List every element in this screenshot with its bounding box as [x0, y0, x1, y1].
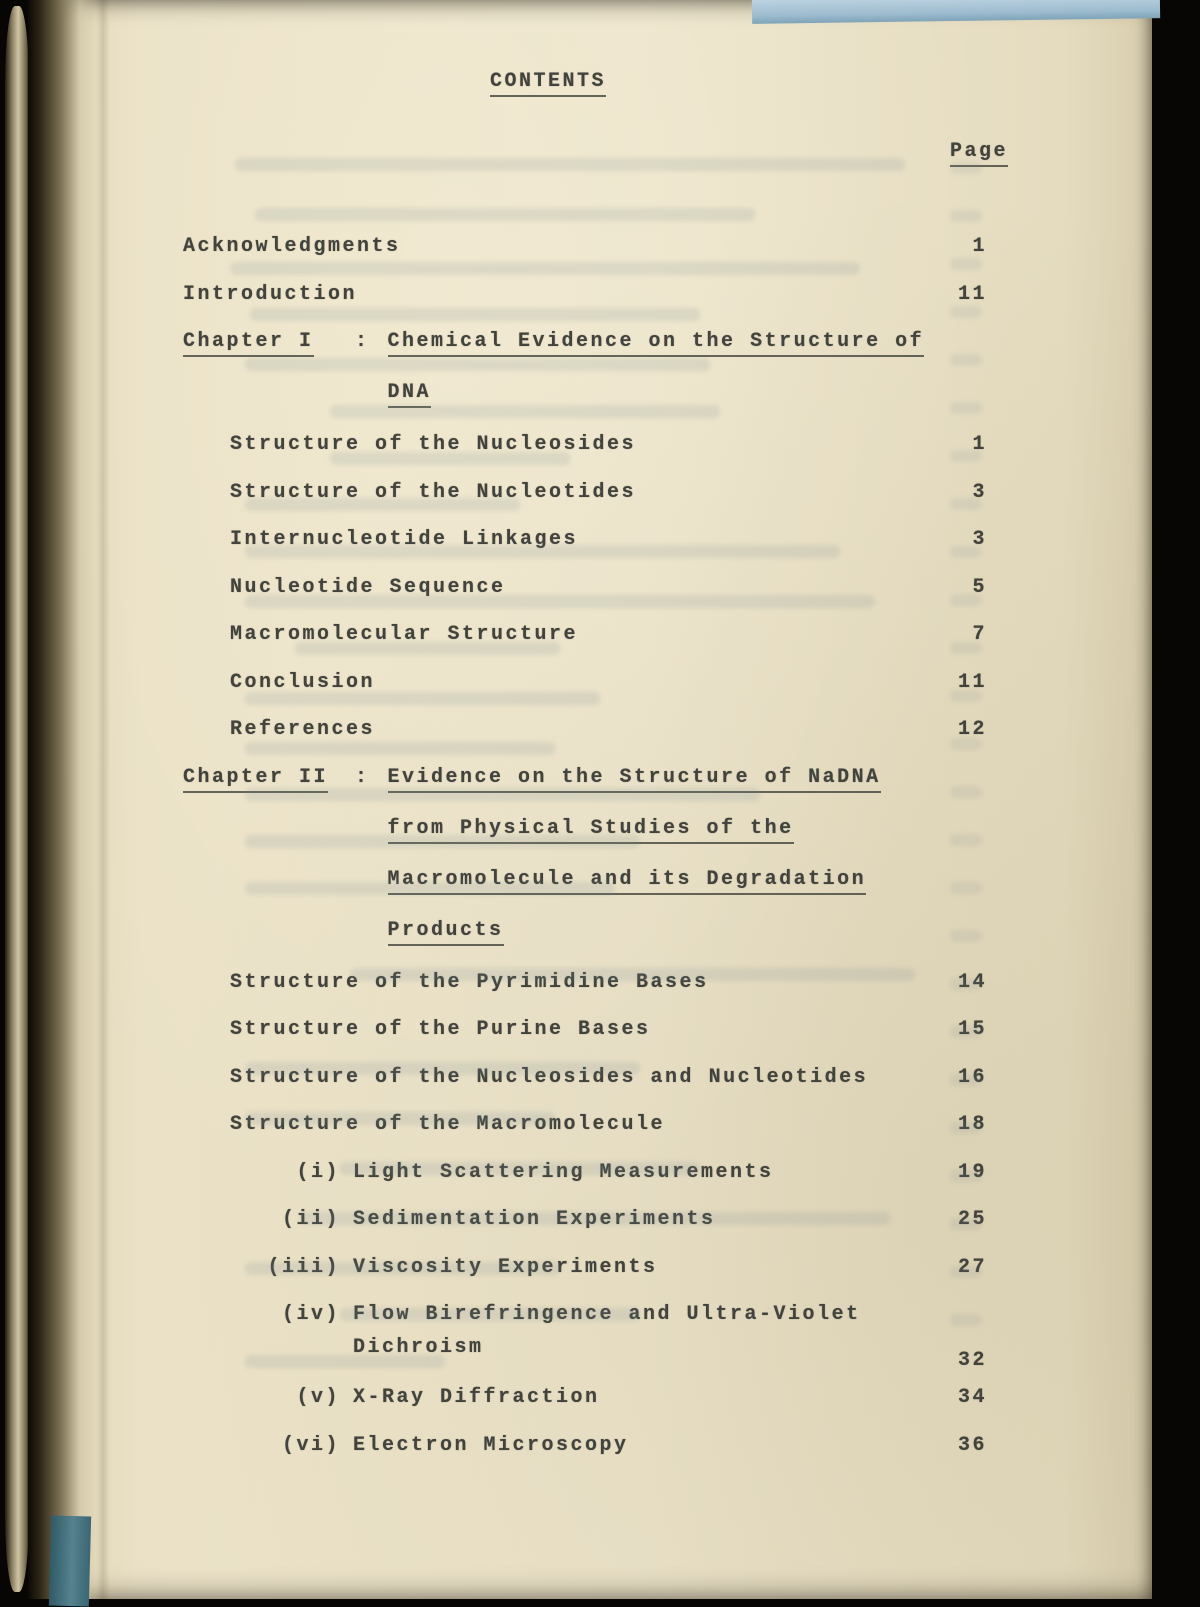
page-number: 16	[957, 1065, 987, 1089]
item-label: Structure of the Pyrimidine Bases	[230, 970, 709, 994]
item-label: Sedimentation Experiments	[353, 1208, 716, 1231]
page-number: 11	[957, 670, 987, 694]
page-number: 27	[957, 1255, 987, 1279]
toc-item-row	[28, 1148, 1152, 1196]
chapter-colon: :	[355, 330, 370, 353]
page-number: 11	[957, 282, 987, 306]
item-label: References	[230, 718, 376, 741]
item-numeral: (iii)	[267, 1255, 340, 1279]
chapter-label-text: Chapter II	[183, 766, 328, 793]
chapter-label	[183, 330, 355, 357]
page-number: 19	[957, 1160, 987, 1184]
item-label	[353, 1303, 861, 1359]
item-numeral: (v)	[296, 1386, 340, 1409]
page-number: 14	[957, 970, 987, 994]
chapter-title-line-text: Evidence on the Structure of NaDNA	[388, 766, 881, 793]
toc-item-row	[28, 222, 1152, 270]
toc-list	[28, 222, 1152, 1468]
page-number: 18	[957, 1113, 987, 1136]
chapter-title-line	[388, 381, 925, 408]
chapter-title-line	[388, 766, 881, 793]
toc-item-row	[28, 420, 1152, 468]
page-number: 1	[972, 433, 987, 456]
toc-item-row	[28, 1290, 1152, 1372]
toc-item-row	[28, 468, 1152, 516]
item-label: Nucleotide Sequence	[230, 575, 506, 599]
item-numeral: (i)	[296, 1160, 340, 1184]
item-label: Viscosity Experiments	[353, 1255, 658, 1279]
toc-item-row	[28, 515, 1152, 563]
toc-item-row	[28, 958, 1152, 1006]
chapter-title-line-text: Macromolecule and its Degradation	[388, 868, 867, 895]
bleedthrough-artifact	[255, 208, 755, 221]
item-label: Structure of the Nucleosides	[230, 433, 637, 456]
chapter-title	[388, 330, 925, 408]
page-number: 1	[972, 235, 987, 258]
page-number: 3	[972, 528, 987, 551]
toc-item-row	[28, 270, 1152, 318]
chapter-title	[388, 766, 881, 946]
item-label: Light Scattering Measurements	[353, 1160, 774, 1184]
toc-item-row	[28, 705, 1152, 753]
chapter-title-line	[388, 817, 881, 844]
item-label: Structure of the Nucleosides and Nucleotides	[230, 1065, 869, 1089]
chapter-title-line	[388, 919, 881, 946]
chapter-title-line-text: from Physical Studies of the	[388, 817, 794, 844]
item-label: Structure of the Purine Bases	[230, 1018, 651, 1041]
chapter-colon: :	[355, 765, 370, 789]
item-label-line1: Flow Birefringence and Ultra-Violet	[353, 1303, 861, 1326]
item-label: Introduction	[183, 282, 358, 306]
bleedthrough-artifact	[235, 158, 905, 171]
page-number: 32	[957, 1349, 987, 1372]
item-label: Electron Microscopy	[353, 1433, 629, 1457]
item-label: Conclusion	[230, 670, 376, 694]
page-fore-edge	[5, 6, 29, 1592]
item-label: Structure of the Macromolecule	[230, 1113, 666, 1136]
page-number: 3	[972, 480, 987, 504]
toc-item-row	[28, 1243, 1152, 1291]
chapter-label-text: Chapter I	[183, 330, 314, 357]
bleedthrough-page-number	[950, 210, 982, 222]
toc-item-row	[28, 1195, 1152, 1243]
chapter-title-line-text: Chemical Evidence on the Structure of	[388, 330, 925, 357]
toc-item-row	[28, 1005, 1152, 1053]
toc-item-row	[28, 563, 1152, 611]
page-number: 36	[957, 1433, 987, 1457]
toc-chapter-row	[28, 753, 1152, 946]
item-label-line2: Dichroism	[353, 1336, 484, 1359]
chapter-title-line	[388, 330, 925, 357]
toc-item-row	[28, 1373, 1152, 1421]
item-label: Structure of the Nucleotides	[230, 480, 637, 504]
toc-item-row	[28, 610, 1152, 658]
paper-page	[28, 0, 1152, 1599]
page-column-label: Page	[950, 140, 1008, 167]
chapter-label	[183, 766, 355, 793]
page-title: CONTENTS	[490, 70, 606, 97]
page-number: 34	[957, 1386, 987, 1409]
item-label: Acknowledgments	[183, 235, 401, 258]
cover-edge	[49, 1515, 91, 1606]
page-number: 15	[957, 1018, 987, 1041]
page-number: 5	[972, 575, 987, 599]
toc-item-row	[28, 658, 1152, 706]
item-label: Macromolecular Structure	[230, 623, 579, 646]
item-label: Internucleotide Linkages	[230, 528, 579, 551]
chapter-title-line-text: Products	[388, 919, 504, 946]
toc-chapter-row	[28, 317, 1152, 408]
page-number: 25	[957, 1208, 987, 1231]
page-number: 12	[957, 718, 987, 741]
toc-item-row	[28, 1053, 1152, 1101]
item-label: X-Ray Diffraction	[353, 1386, 600, 1409]
chapter-title-line	[388, 868, 881, 895]
toc-item-row	[28, 1421, 1152, 1469]
item-numeral: (vi)	[281, 1433, 340, 1457]
chapter-title-line-text: DNA	[388, 381, 432, 408]
toc-item-row	[28, 1100, 1152, 1148]
item-numeral: (iv)	[281, 1303, 340, 1326]
page-number: 7	[972, 623, 987, 646]
item-numeral: (ii)	[281, 1208, 340, 1231]
